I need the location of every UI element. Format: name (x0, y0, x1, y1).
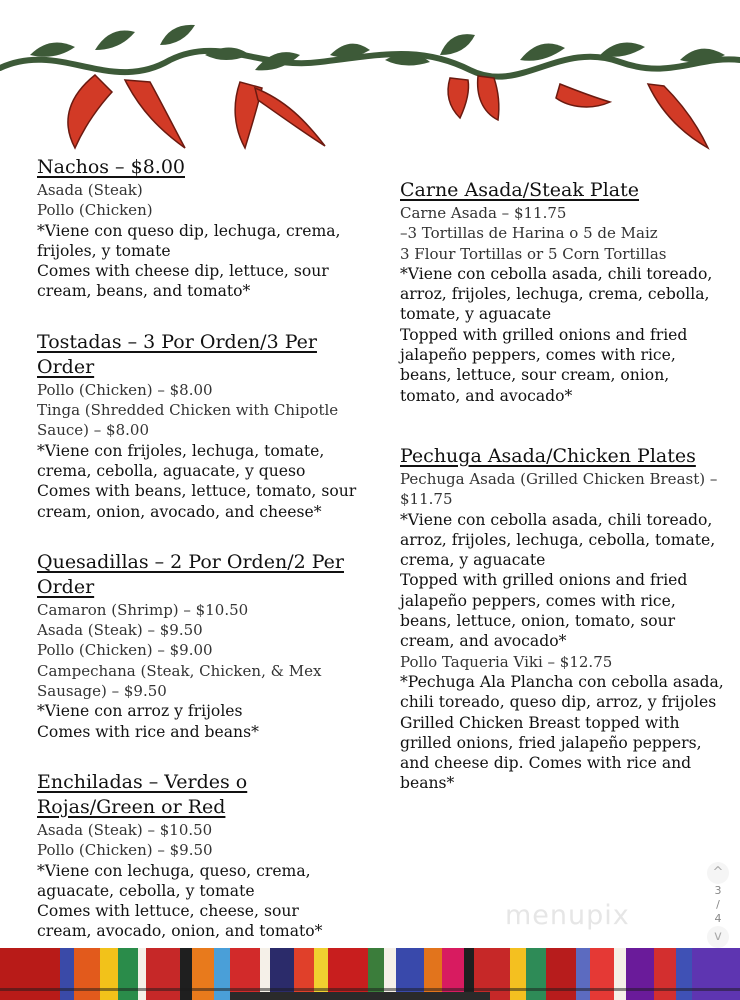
item-description: *Viene con queso dip, lechuga, crema, frijoles, y tomate (37, 221, 341, 260)
menu-section-nachos (37, 155, 357, 302)
item-description: *Viene con cebolla asada, chili toreado, arroz, frijoles, lechuga, cebolla, tomate, crema, y aguacate (400, 510, 716, 570)
serape-stripe-footer (0, 948, 740, 1000)
chili-pepper-banner (0, 0, 740, 155)
menu-section-enchiladas (37, 770, 357, 942)
section-heading: Pechuga Asada/Chicken Plates (400, 444, 696, 467)
item-description: *Viene con frijoles, lechuga, tomate, crema, cebolla, aguacate, y queso (37, 441, 325, 480)
menupix-watermark: menupix (505, 900, 630, 931)
item-description: *Pechuga Ala Plancha con cebolla asada, chili toreado, queso dip, arroz, y frijoles Grilled Chicken Breast topped with grilled onions, fried jalapeño peppers, and cheese dip. Comes with rice and beans* (400, 672, 724, 793)
section-heading: Nachos – $8.00 (37, 156, 185, 178)
menu-item: Pechuga Asada (Grilled Chicken Breast) – $11.75 (400, 469, 718, 509)
menu-section-quesadillas (37, 550, 357, 742)
item-description: Comes with cheese dip, lettuce, sour cream, beans, and tomato* (37, 262, 329, 301)
section-heading: Enchiladas – Verdes o Rojas/Green or Red (37, 770, 248, 818)
menu-item: Campechana (Steak, Chicken, & Mex Sausage) – $9.50 (37, 661, 322, 701)
menu-item: Pollo (Chicken) – $9.50 (37, 841, 213, 860)
total-pages: 4 (714, 912, 722, 925)
menu-item: Tinga (Shredded Chicken with Chipotle Sauce) – $8.00 (37, 401, 339, 440)
item-description: *Viene con lechuga, queso, crema, aguacate, cebolla, y tomate (37, 861, 311, 900)
menu-section-pechuga-asada (400, 444, 725, 794)
section-heading: Carne Asada/Steak Plate (400, 179, 640, 201)
menu-item: Pollo (Chicken) – $9.00 (37, 641, 213, 660)
item-description: *Viene con cebolla asada, chili toreado, arroz, frijoles, lechuga, crema, cebolla, tomate, y aguacate (400, 264, 713, 324)
item-description: Comes with lettuce, cheese, sour cream, avocado, onion, and tomato* (37, 902, 323, 941)
menu-section-tostadas (37, 330, 357, 522)
item-description: Comes with rice and beans* (37, 722, 259, 741)
current-page: 3 (714, 884, 722, 897)
menu-item: Asada (Steak) (37, 181, 143, 199)
menu-item: Pollo (Chicken) – $8.00 (37, 380, 213, 399)
menu-item: Pollo (Chicken) (37, 201, 153, 220)
item-description: Comes with beans, lettuce, tomato, sour cream, onion, avocado, and cheese* (37, 482, 357, 521)
section-heading: Quesadillas – 2 Por Orden/2 Per Order (37, 550, 344, 598)
menu-item: Pollo Taqueria Viki – $12.75 (400, 652, 613, 671)
menu-section-carne-asada (400, 178, 725, 406)
item-description: Topped with grilled onions and fried jalapeño peppers, comes with rice, beans, lettuce, sour cream, onion, tomato, and avocado* (400, 325, 688, 405)
page-down-button[interactable]: v (707, 926, 729, 948)
item-description: Topped with grilled onions and fried jalapeño peppers, comes with rice, beans, lettuce, onion, tomato, sour cream, and avocado* (400, 571, 688, 651)
menu-item: Camaron (Shrimp) – $10.50 (37, 600, 249, 619)
right-menu-column (400, 178, 725, 794)
page-separator: / (716, 898, 720, 911)
menu-item: –3 Tortillas de Harina o 5 de Maiz (400, 224, 658, 243)
menu-item: Asada (Steak) – $10.50 (37, 820, 213, 839)
menu-item: Asada (Steak) – $9.50 (37, 621, 203, 640)
page-up-button[interactable]: ^ (707, 862, 729, 884)
menu-item: Carne Asada – $11.75 (400, 204, 567, 222)
item-description: *Viene con arroz y frijoles (37, 702, 243, 721)
menu-item: 3 Flour Tortillas or 5 Corn Tortillas (400, 244, 667, 263)
section-heading: Tostadas – 3 Por Orden/3 Per Order (37, 330, 317, 378)
left-menu-column (37, 155, 357, 942)
